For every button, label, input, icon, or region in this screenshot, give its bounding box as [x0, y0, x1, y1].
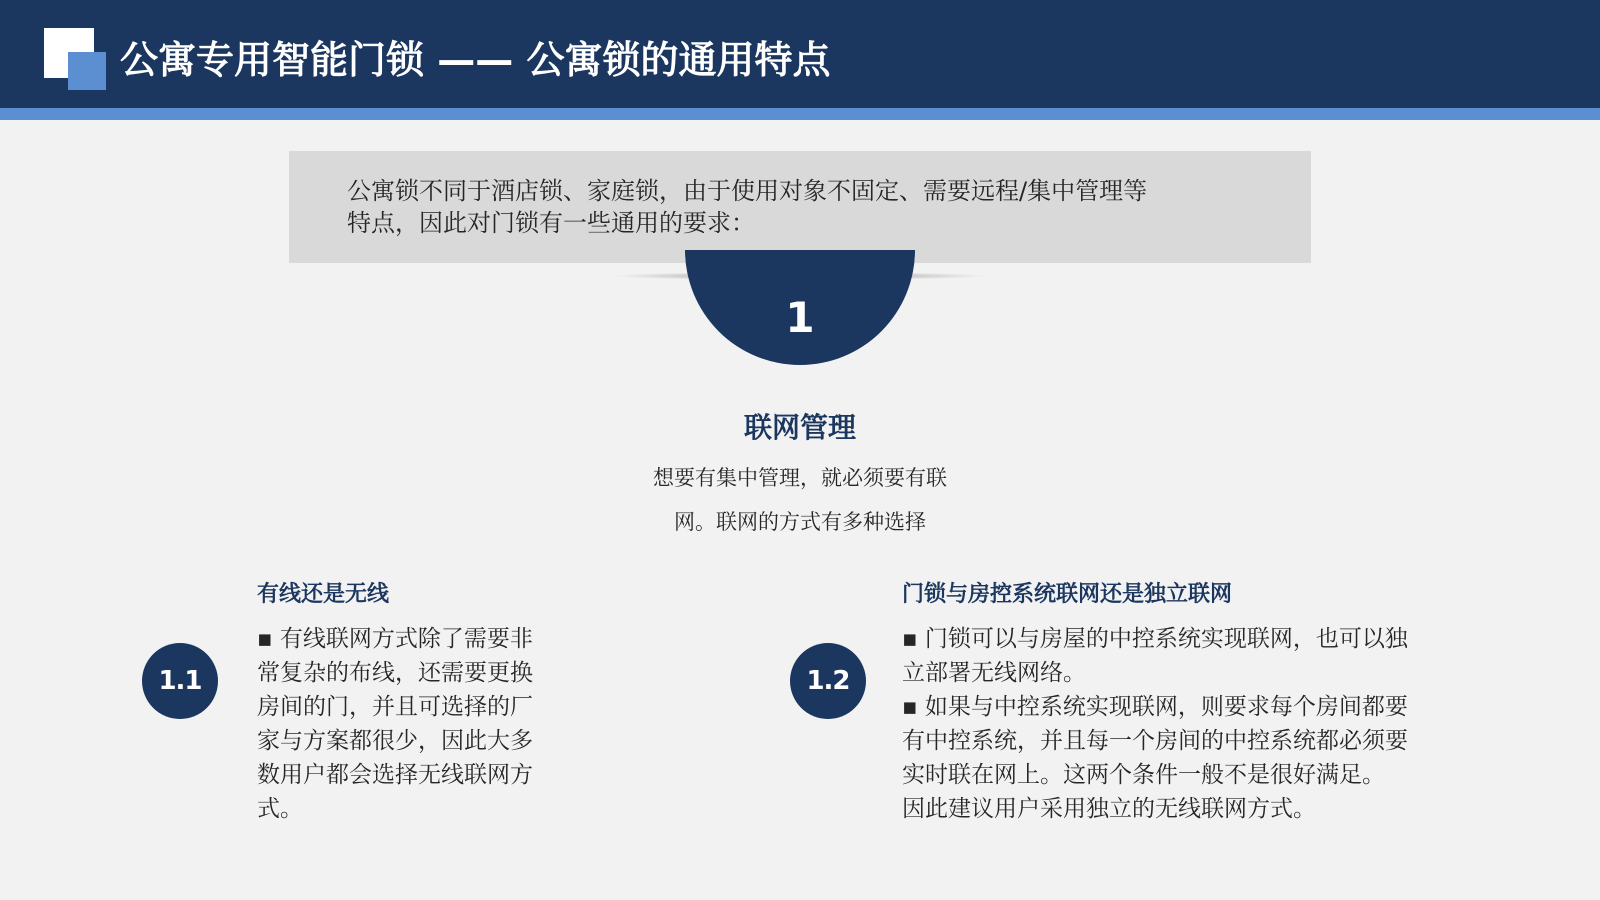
sub-point-body-line: 家与方案都很少，因此大多 — [257, 728, 533, 754]
sub-point-body-line: 式。 — [257, 796, 303, 822]
sub-point-body-1-2 — [902, 622, 1462, 826]
sub-point-heading-1-1: 有线还是无线 — [257, 582, 390, 607]
sub-point-body-line: 常复杂的布线，还需要更换 — [257, 660, 533, 686]
sub-point-badge-1-2: 1.2 — [790, 643, 866, 719]
page-title: 公寓专用智能门锁 —— 公寓锁的通用特点 — [120, 38, 831, 82]
header-accent-stripe — [0, 108, 1600, 120]
intro-text-line-1: 公寓锁不同于酒店锁、家庭锁，由于使用对象不固定、需要远程/集中管理等 — [347, 177, 1148, 205]
sub-point-body-line: 立部署无线网络。 — [902, 660, 1086, 686]
intro-text-line-2: 特点，因此对门锁有一些通用的要求： — [347, 209, 755, 237]
main-point-desc-line-2: 网。联网的方式有多种选择 — [674, 510, 926, 534]
intro-text — [347, 175, 1267, 239]
main-point-number: 1 — [785, 293, 815, 342]
sub-point-body-line: 数用户都会选择无线联网方 — [257, 762, 533, 788]
sub-point-badge-1-1: 1.1 — [142, 643, 218, 719]
sub-point-body-line: ▪ 如果与中控系统实现联网，则要求每个房间都要 — [902, 694, 1408, 720]
sub-point-body-line: ▪ 门锁可以与房屋的中控系统实现联网，也可以独 — [902, 626, 1408, 652]
sub-point-body-line: 有中控系统，并且每一个房间的中控系统都必须要 — [902, 728, 1408, 754]
main-point-heading: 联网管理 — [743, 411, 856, 444]
sub-point-body-line: 房间的门，并且可选择的厂 — [257, 694, 533, 720]
header-bar — [0, 0, 1600, 108]
main-point-badge — [685, 250, 915, 365]
sub-point-body-line: 因此建议用户采用独立的无线联网方式。 — [902, 796, 1316, 822]
sub-point-body-line: ▪ 有线联网方式除了需要非 — [257, 626, 533, 652]
main-point-desc-line-1: 想要有集中管理，就必须要有联 — [653, 466, 947, 490]
logo-square-blue — [68, 52, 106, 90]
intro-box — [289, 151, 1311, 263]
sub-point-heading-1-2: 门锁与房控系统联网还是独立联网 — [902, 582, 1233, 607]
sub-point-body-1-1 — [257, 622, 557, 826]
sub-point-body-line: 实时联在网上。这两个条件一般不是很好满足。 — [902, 762, 1385, 788]
main-point-description — [620, 456, 980, 544]
